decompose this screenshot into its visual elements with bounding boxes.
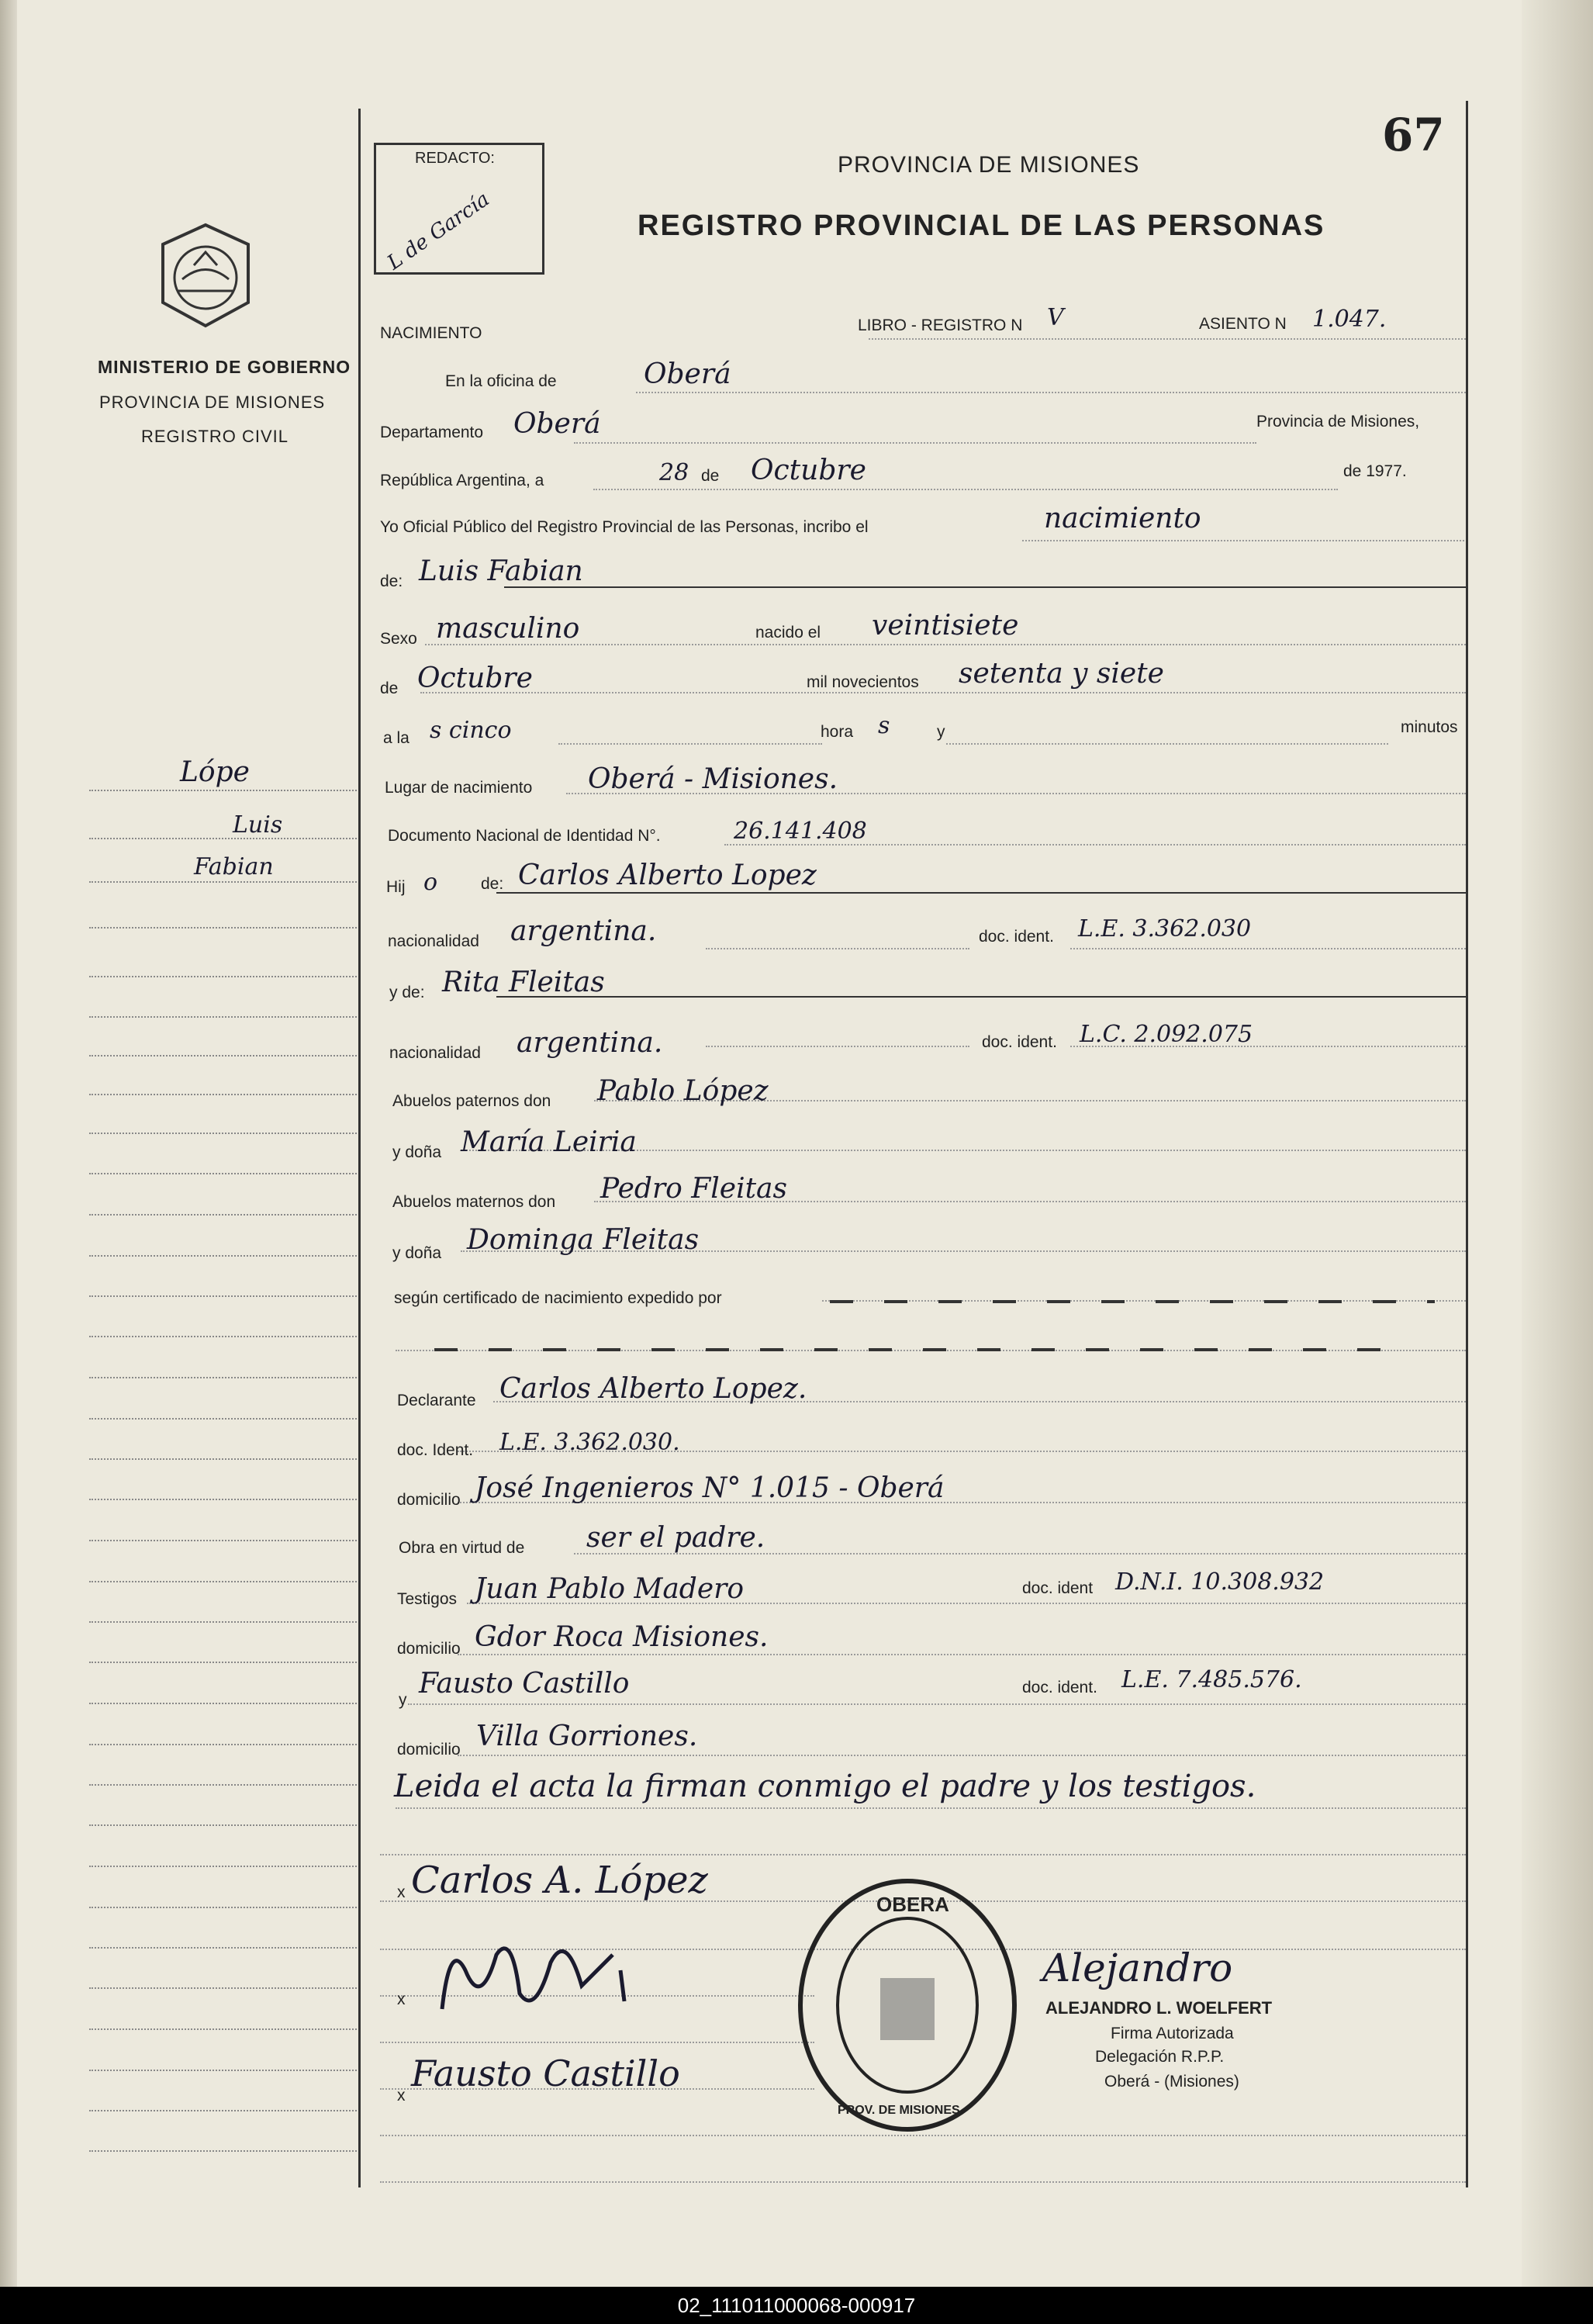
testigo1-domicilio-label: domicilio bbox=[397, 1640, 461, 1658]
sig2-mark: x bbox=[397, 1990, 406, 2008]
abuelo-paterno: Pablo López bbox=[597, 1075, 769, 1107]
republica-label: República Argentina, a bbox=[380, 472, 544, 489]
asiento-label: ASIENTO N bbox=[1199, 315, 1287, 333]
official-role2: Delegación R.P.P. bbox=[1095, 2048, 1225, 2066]
hijo-de: de: bbox=[481, 875, 504, 893]
official-name: ALEJANDRO L. WOELFERT bbox=[1045, 1998, 1273, 2018]
rule-mother bbox=[496, 996, 1466, 998]
y-label: y bbox=[937, 723, 945, 741]
madre-nac-label: nacionalidad bbox=[389, 1044, 481, 1062]
dni-value: 26.141.408 bbox=[734, 818, 867, 845]
signature-witness1 bbox=[434, 1924, 651, 2025]
signature-witness2: Fausto Castillo bbox=[411, 2053, 680, 2094]
de-label: de: bbox=[380, 572, 403, 590]
testigo2-domicilio-label: domicilio bbox=[397, 1741, 461, 1759]
departamento-label: Departamento bbox=[380, 424, 484, 441]
fecha-dia: 28 bbox=[659, 459, 689, 486]
sig1-mark: x bbox=[397, 1883, 406, 1901]
closing-statement: Leida el acta la firman conmigo el padre y los testigos. bbox=[394, 1769, 1256, 1804]
abuela-materna: Dominga Fleitas bbox=[467, 1224, 700, 1256]
stamp-top: OBERA bbox=[876, 1893, 949, 1916]
oficina-value: Oberá bbox=[644, 358, 731, 390]
sig3-mark: x bbox=[397, 2087, 406, 2104]
testigo2-value: Fausto Castillo bbox=[419, 1668, 630, 1700]
ministry-line2: PROVINCIA DE MISIONES bbox=[99, 393, 326, 412]
certificado-dashes-2 bbox=[434, 1348, 1404, 1351]
padre-value: Carlos Alberto Lopez bbox=[518, 859, 817, 891]
fecha-anio: de 1977. bbox=[1343, 462, 1407, 480]
testigo1-domicilio-value: Gdor Roca Misiones. bbox=[475, 1621, 769, 1653]
margin-name1: Luis bbox=[233, 811, 283, 839]
page-number: 67 bbox=[1382, 109, 1445, 161]
margin-surname: Lópe bbox=[180, 756, 250, 788]
binding-edge bbox=[0, 0, 17, 2287]
y-de-label: y de: bbox=[389, 984, 425, 1001]
redacto-box bbox=[374, 143, 544, 275]
oficial-label: Yo Oficial Público del Registro Provincial de las Personas, incribo el bbox=[380, 518, 869, 536]
mil-label: mil novecientos bbox=[807, 673, 919, 691]
sexo-label: Sexo bbox=[380, 630, 417, 648]
province-title: PROVINCIA DE MISIONES bbox=[838, 152, 1140, 178]
footer-filename: 02_111011000068-000917 bbox=[0, 2287, 1593, 2324]
stamp-bottom: PROV. DE MISIONES bbox=[838, 2104, 960, 2117]
hijo-suffix: o bbox=[423, 869, 438, 896]
margin-name2: Fabian bbox=[194, 853, 274, 880]
rule-name bbox=[504, 586, 1466, 588]
abuela-paterna: María Leiria bbox=[461, 1126, 637, 1158]
nacimiento-label: NACIMIENTO bbox=[380, 324, 482, 342]
abuelos-maternos-label: Abuelos maternos don bbox=[392, 1193, 556, 1211]
lugar-value: Oberá - Misiones. bbox=[588, 763, 838, 795]
libro-value: V bbox=[1047, 304, 1064, 331]
libro-label: LIBRO - REGISTRO N bbox=[858, 316, 1023, 334]
right-margin-rule bbox=[1466, 101, 1468, 2187]
mes-value: Octubre bbox=[417, 662, 533, 694]
testigo1-value: Juan Pablo Madero bbox=[475, 1573, 745, 1605]
sexo-value: masculino bbox=[436, 613, 580, 645]
madre-nac-value: argentina. bbox=[517, 1027, 663, 1059]
abuela-paterna-label: y doña bbox=[392, 1143, 442, 1161]
hora-label: hora bbox=[821, 723, 854, 741]
a-la-label: a la bbox=[383, 729, 409, 747]
certificado-label: según certificado de nacimiento expedido por bbox=[394, 1289, 722, 1307]
hora-value: s cinco bbox=[430, 717, 512, 744]
declarante-domicilio-label: domicilio bbox=[397, 1491, 461, 1509]
official-signature: Alejandro bbox=[1042, 1945, 1233, 1990]
official-role3: Oberá - (Misiones) bbox=[1104, 2073, 1239, 2091]
padre-doc-label: doc. ident. bbox=[979, 928, 1054, 946]
ministry-line3: REGISTRO CIVIL bbox=[141, 427, 289, 446]
minutos-label: minutos bbox=[1401, 718, 1458, 736]
hora-suffix: s bbox=[878, 712, 890, 739]
provincial-seal-logo bbox=[147, 217, 264, 334]
abuelos-paternos-label: Abuelos paternos don bbox=[392, 1092, 551, 1110]
lugar-label: Lugar de nacimiento bbox=[385, 779, 533, 797]
madre-value: Rita Fleitas bbox=[442, 967, 605, 998]
certificado-dashes bbox=[830, 1300, 1435, 1303]
fecha-mes: Octubre bbox=[751, 455, 866, 486]
testigo1-doc-value: D.N.I. 10.308.932 bbox=[1115, 1568, 1325, 1596]
padre-doc-value: L.E. 3.362.030 bbox=[1078, 915, 1252, 942]
declarante-doc-label: doc. Ident. bbox=[397, 1441, 474, 1459]
dni-label: Documento Nacional de Identidad N°. bbox=[388, 827, 661, 845]
redacto-label: REDACTO: bbox=[415, 150, 495, 167]
nombre-value: Luis Fabian bbox=[419, 555, 583, 587]
y2-label: y bbox=[399, 1691, 407, 1709]
nacido-label: nacido el bbox=[755, 624, 821, 642]
hijo-label: Hij bbox=[386, 878, 406, 896]
declarante-domicilio-value: José Ingenieros N° 1.015 - Oberá bbox=[475, 1472, 945, 1504]
de2-label: de bbox=[380, 680, 399, 697]
departamento-value: Oberá bbox=[513, 408, 601, 440]
testigo1-doc-label: doc. ident bbox=[1022, 1579, 1094, 1597]
obra-value: ser el padre. bbox=[586, 1522, 765, 1554]
fecha-de: de bbox=[701, 467, 720, 485]
signature-father: Carlos A. López bbox=[411, 1859, 708, 1902]
abuela-materna-label: y doña bbox=[392, 1244, 442, 1262]
oficina-label: En la oficina de bbox=[445, 372, 557, 390]
page-right-edge bbox=[1522, 0, 1593, 2287]
testigo2-doc-value: L.E. 7.485.576. bbox=[1121, 1666, 1302, 1693]
official-role1: Firma Autorizada bbox=[1111, 2025, 1234, 2042]
obra-label: Obra en virtud de bbox=[399, 1539, 525, 1557]
nacido-value: veintisiete bbox=[872, 610, 1019, 642]
declarante-doc-value: L.E. 3.362.030. bbox=[499, 1429, 680, 1456]
madre-doc-value: L.C. 2.092.075 bbox=[1080, 1021, 1253, 1048]
madre-doc-label: doc. ident. bbox=[982, 1033, 1057, 1051]
provincia-label: Provincia de Misiones, bbox=[1256, 413, 1420, 431]
rule-father bbox=[496, 892, 1466, 894]
ministry-line1: MINISTERIO DE GOBIERNO bbox=[98, 357, 351, 377]
declarante-value: Carlos Alberto Lopez. bbox=[499, 1373, 807, 1405]
redacto-value: L de García bbox=[383, 187, 494, 275]
padre-nac-value: argentina. bbox=[510, 915, 657, 947]
declarante-label: Declarante bbox=[397, 1392, 476, 1409]
abuelo-materno: Pedro Fleitas bbox=[600, 1173, 787, 1205]
left-margin-rule bbox=[358, 109, 361, 2187]
testigo2-domicilio-value: Villa Gorriones. bbox=[476, 1721, 698, 1752]
asiento-value: 1.047. bbox=[1312, 306, 1387, 333]
registry-title: REGISTRO PROVINCIAL DE LAS PERSONAS bbox=[638, 209, 1325, 242]
testigos-label: Testigos bbox=[397, 1590, 458, 1608]
anio-value: setenta y siete bbox=[959, 658, 1164, 690]
oficial-value: nacimiento bbox=[1044, 503, 1201, 534]
padre-nac-label: nacionalidad bbox=[388, 932, 479, 950]
testigo2-doc-label: doc. ident. bbox=[1022, 1679, 1097, 1696]
